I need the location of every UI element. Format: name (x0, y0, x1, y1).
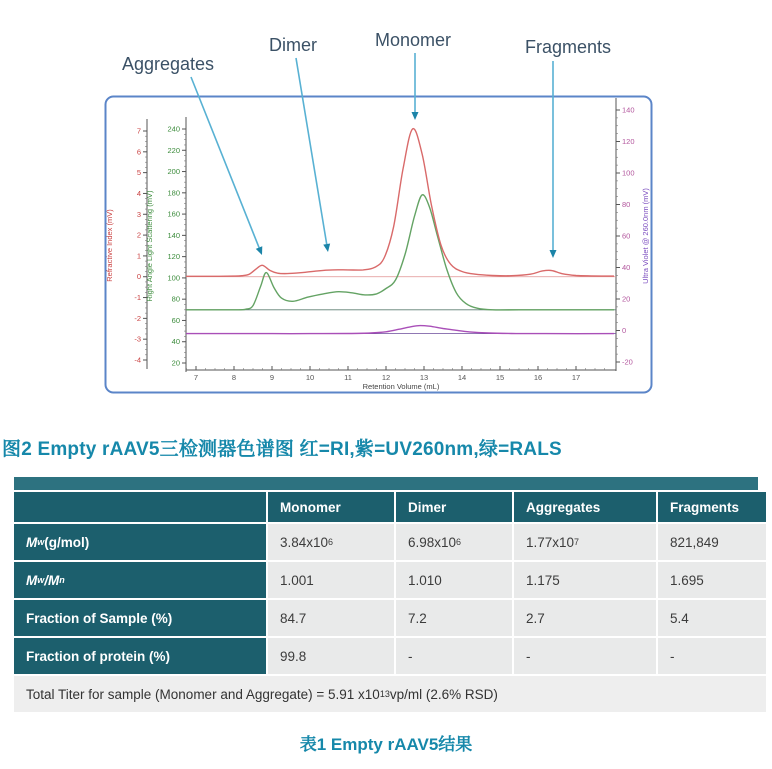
tick-label-rals: 60 (171, 315, 180, 325)
tick-label-ri: 6 (136, 147, 141, 157)
text-segment: 6.98x10 (408, 534, 457, 550)
tick-label-uv: 80 (622, 200, 631, 209)
data-cell (396, 562, 512, 598)
data-cell (514, 562, 656, 598)
tick-label-x: 11 (344, 373, 352, 382)
axis-title-rals: Right Angle Light Scattering (mV) (145, 190, 154, 302)
axis-title-ri: Refractive Index (mV) (105, 209, 114, 282)
text-segment: vp/ml (2.6% RSD) (389, 686, 498, 702)
text-segment: 6 (328, 537, 334, 547)
text-segment: 1.010 (408, 572, 442, 588)
annotation-label-fragments: Fragments (524, 37, 612, 57)
tick-label-rals: 120 (167, 252, 180, 262)
tick-label-rals: 240 (167, 124, 180, 134)
table-top-strip (14, 477, 758, 490)
header-cell: Monomer (268, 492, 394, 522)
tick-label-rals: 160 (167, 209, 180, 219)
tick-label-ri: 0 (136, 272, 141, 282)
annotation-label-dimer: Dimer (269, 35, 317, 55)
text-segment: 7.2 (408, 610, 427, 626)
data-cell (396, 600, 512, 636)
axis-title-x: Retention Volume (mL) (362, 382, 440, 391)
data-cell (658, 524, 766, 560)
tick-label-x: 15 (495, 373, 505, 382)
text-segment: - (670, 648, 675, 664)
text-segment: n (59, 575, 65, 585)
tick-label-x: 12 (381, 373, 391, 382)
text-segment: 1.77x10 (526, 534, 575, 550)
text-segment: Total Titer for sample (Monomer and Aggregate) = 5.91 x10 (26, 686, 380, 702)
text-segment: 821,849 (670, 534, 719, 550)
text-segment: w (37, 537, 45, 547)
tick-label-ri: 5 (136, 168, 141, 178)
annotation-label-aggregates: Aggregates (121, 54, 215, 74)
text-segment: 1.175 (526, 572, 560, 588)
data-cell (268, 524, 394, 560)
tick-label-x: 8 (231, 373, 237, 382)
data-cell (658, 600, 766, 636)
row-label (14, 524, 266, 560)
data-cell (268, 638, 394, 674)
table-caption: 表1 Empty rAAV5结果 (299, 735, 473, 754)
header-cell: Aggregates (514, 492, 656, 522)
tick-label-rals: 80 (171, 294, 180, 304)
text-segment: 2.7 (526, 610, 545, 626)
row-label (14, 600, 266, 636)
figure-caption: 图2 Empty rAAV5三检测器色谱图 红=RI,紫=UV260nm,绿=RALS (2, 439, 562, 460)
results-table (14, 477, 758, 712)
tick-label-x: 16 (533, 373, 543, 382)
text-segment: Fraction of protein (%) (26, 648, 170, 664)
text-segment: M (26, 534, 38, 550)
text-segment: - (526, 648, 531, 664)
row-label (14, 562, 266, 598)
results-table-grid (14, 492, 758, 712)
text-segment: 13 (379, 689, 390, 699)
tick-label-ri: 7 (136, 126, 141, 136)
text-segment: (g/mol) (44, 534, 90, 550)
text-segment: 7 (574, 537, 580, 547)
tick-label-uv: 20 (622, 294, 631, 304)
tick-label-uv: 40 (622, 263, 631, 272)
text-segment: /M (44, 572, 60, 588)
data-cell (514, 524, 656, 560)
axis-title-uv: Ultra Violet @ 260.0nm (mV) (641, 188, 650, 284)
chart-border-box (106, 97, 652, 393)
table-footer-total-titer (14, 676, 766, 712)
tick-label-uv: 140 (622, 105, 635, 115)
tick-label-rals: 200 (167, 167, 180, 177)
tick-label-rals: 180 (167, 188, 180, 198)
tick-label-uv: 100 (622, 168, 635, 178)
tick-label-ri: -2 (134, 313, 141, 323)
text-segment: 3.84x10 (280, 534, 329, 550)
header-cell: Dimer (396, 492, 512, 522)
text-segment: 84.7 (280, 610, 307, 626)
header-cell-empty (14, 492, 266, 522)
text-segment: - (408, 648, 413, 664)
tick-label-ri: 3 (136, 209, 141, 219)
tick-label-ri: 4 (136, 188, 141, 198)
data-cell (658, 638, 766, 674)
text-segment: 6 (456, 537, 462, 547)
tick-label-x: 9 (269, 373, 275, 382)
text-segment: M (26, 572, 38, 588)
tick-label-x: 17 (571, 373, 581, 382)
tick-label-x: 7 (193, 373, 199, 382)
text-segment: Fraction of Sample (%) (26, 610, 173, 626)
tick-label-x: 13 (419, 373, 429, 382)
tick-label-x: 10 (305, 373, 315, 382)
data-cell (396, 638, 512, 674)
tick-label-uv: 0 (622, 326, 627, 335)
tick-label-rals: 220 (167, 145, 180, 155)
tick-label-uv: 60 (622, 231, 631, 241)
data-cell (514, 638, 656, 674)
tick-label-ri: 2 (136, 230, 141, 240)
tick-label-ri: -1 (134, 293, 141, 303)
tick-label-rals: 40 (171, 337, 180, 347)
data-cell (268, 562, 394, 598)
annotation-label-monomer: Monomer (374, 30, 452, 50)
tick-label-rals: 100 (167, 273, 180, 283)
tick-label-ri: -4 (134, 355, 141, 365)
row-label (14, 638, 266, 674)
tick-label-ri: -3 (134, 334, 141, 344)
data-cell (268, 600, 394, 636)
text-segment: 99.8 (280, 648, 307, 664)
text-segment: w (37, 575, 45, 585)
tick-label-rals: 20 (171, 358, 180, 368)
tick-label-rals: 140 (167, 230, 180, 240)
tick-label-x: 14 (457, 373, 467, 382)
tick-label-uv: -20 (622, 357, 633, 367)
tick-label-uv: 120 (622, 137, 635, 146)
tick-label-ri: 1 (136, 251, 141, 261)
data-cell (396, 524, 512, 560)
text-segment: 1.695 (670, 572, 704, 588)
data-cell (658, 562, 766, 598)
text-segment: 1.001 (280, 572, 314, 588)
header-cell: Fragments (658, 492, 766, 522)
text-segment: 5.4 (670, 610, 689, 626)
data-cell (514, 600, 656, 636)
